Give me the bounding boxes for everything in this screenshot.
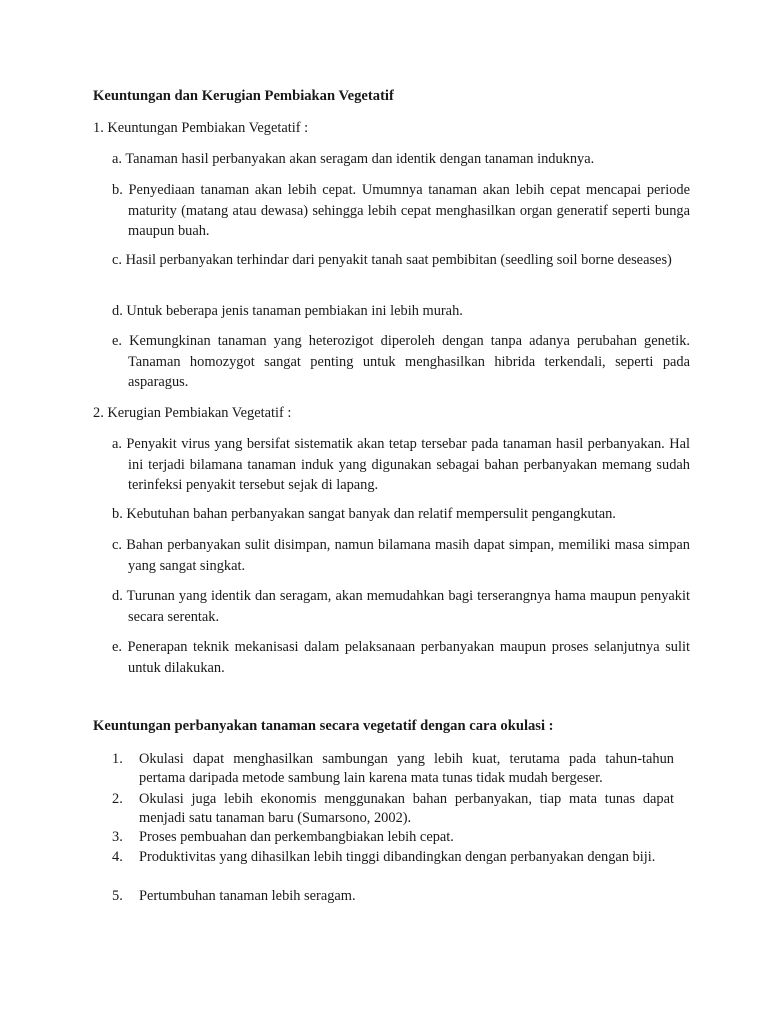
disadvantage-item-d: d. Turunan yang identik dan seragam, akan memudahkan bagi terserangnya hama maupun penyakit secara serentak. (112, 588, 690, 625)
okulasi-list-item (112, 750, 674, 788)
okulasi-item-number: 1. (112, 751, 123, 767)
okulasi-item-text: Okulasi dapat menghasilkan sambungan yang lebih kuat, terutama pada tahun-tahun pertama daripada metode sambung lain karena mata tunas tidak mudah bergeser. (139, 751, 674, 786)
disadvantage-item-c: c. Bahan perbanyakan sulit disimpan, namun bilamana masih dapat simpan, memiliki masa simpan yang sangat singkat. (112, 537, 690, 574)
okulasi-list-item (112, 828, 674, 847)
okulasi-item-number: 4. (112, 849, 123, 865)
disadvantage-item-b: b. Kebutuhan bahan perbanyakan sangat banyak dan relatif mempersulit pengangkutan. (112, 506, 616, 522)
okulasi-item-text: Proses pembuahan dan perkembangbiakan lebih cepat. (139, 829, 454, 845)
okulasi-item-text: Okulasi juga lebih ekonomis menggunakan bahan perbanyakan, tiap mata tunas dapat menjadi satu tanaman baru (Sumarsono, 2002). (139, 791, 674, 826)
advantage-item-c: c. Hasil perbanyakan terhindar dari penyakit tanah saat pembibitan (seedling soil borne deseases) (112, 252, 672, 268)
okulasi-list-item (112, 790, 674, 828)
okulasi-title: Keuntungan perbanyakan tanaman secara vegetatif dengan cara okulasi : (93, 718, 554, 734)
okulasi-list-item (112, 887, 674, 906)
disadvantages-label: 2. Kerugian Pembiakan Vegetatif : (93, 405, 292, 421)
advantage-item-e: e. Kemungkinan tanaman yang heterozigot diperoleh dengan tanpa adanya perubahan genetik. Tanaman homozygot sangat penting untuk menghasilkan hibrida terkendali, seperti pada asparagus. (112, 333, 690, 391)
disadvantage-item-e: e. Penerapan teknik mekanisasi dalam pelaksanaan perbanyakan maupun proses selanjutnya sulit untuk dilakukan. (112, 639, 690, 676)
okulasi-list-item (112, 848, 674, 867)
okulasi-item-text: Produktivitas yang dihasilkan lebih tinggi dibandingkan dengan perbanyakan dengan biji. (139, 849, 656, 865)
okulasi-item-text: Pertumbuhan tanaman lebih seragam. (139, 888, 356, 904)
advantage-item-a: a. Tanaman hasil perbanyakan akan seragam dan identik dengan tanaman induknya. (112, 151, 595, 167)
okulasi-item-number: 3. (112, 829, 123, 845)
okulasi-item-number: 2. (112, 791, 123, 807)
advantage-item-b: b. Penyediaan tanaman akan lebih cepat. Umumnya tanaman akan lebih cepat mencapai periode maturity (matang atau dewasa) sehingga lebih cepat menghasilkan organ generatif seperti bunga maupun buah. (112, 182, 690, 240)
advantage-item-d: d. Untuk beberapa jenis tanaman pembiakan ini lebih murah. (112, 303, 463, 319)
advantages-label: 1. Keuntungan Pembiakan Vegetatif : (93, 120, 309, 136)
document-title: Keuntungan dan Kerugian Pembiakan Vegetatif (93, 88, 394, 104)
okulasi-item-number: 5. (112, 888, 123, 904)
disadvantage-item-a: a. Penyakit virus yang bersifat sistematik akan tetap tersebar pada tanaman hasil perbanyakan. Hal ini terjadi bilamana tanaman induk yang digunakan sebagai bahan perbanyakan memang sudah terinfeksi penyakit tersebut sejak di lapang. (112, 436, 690, 494)
